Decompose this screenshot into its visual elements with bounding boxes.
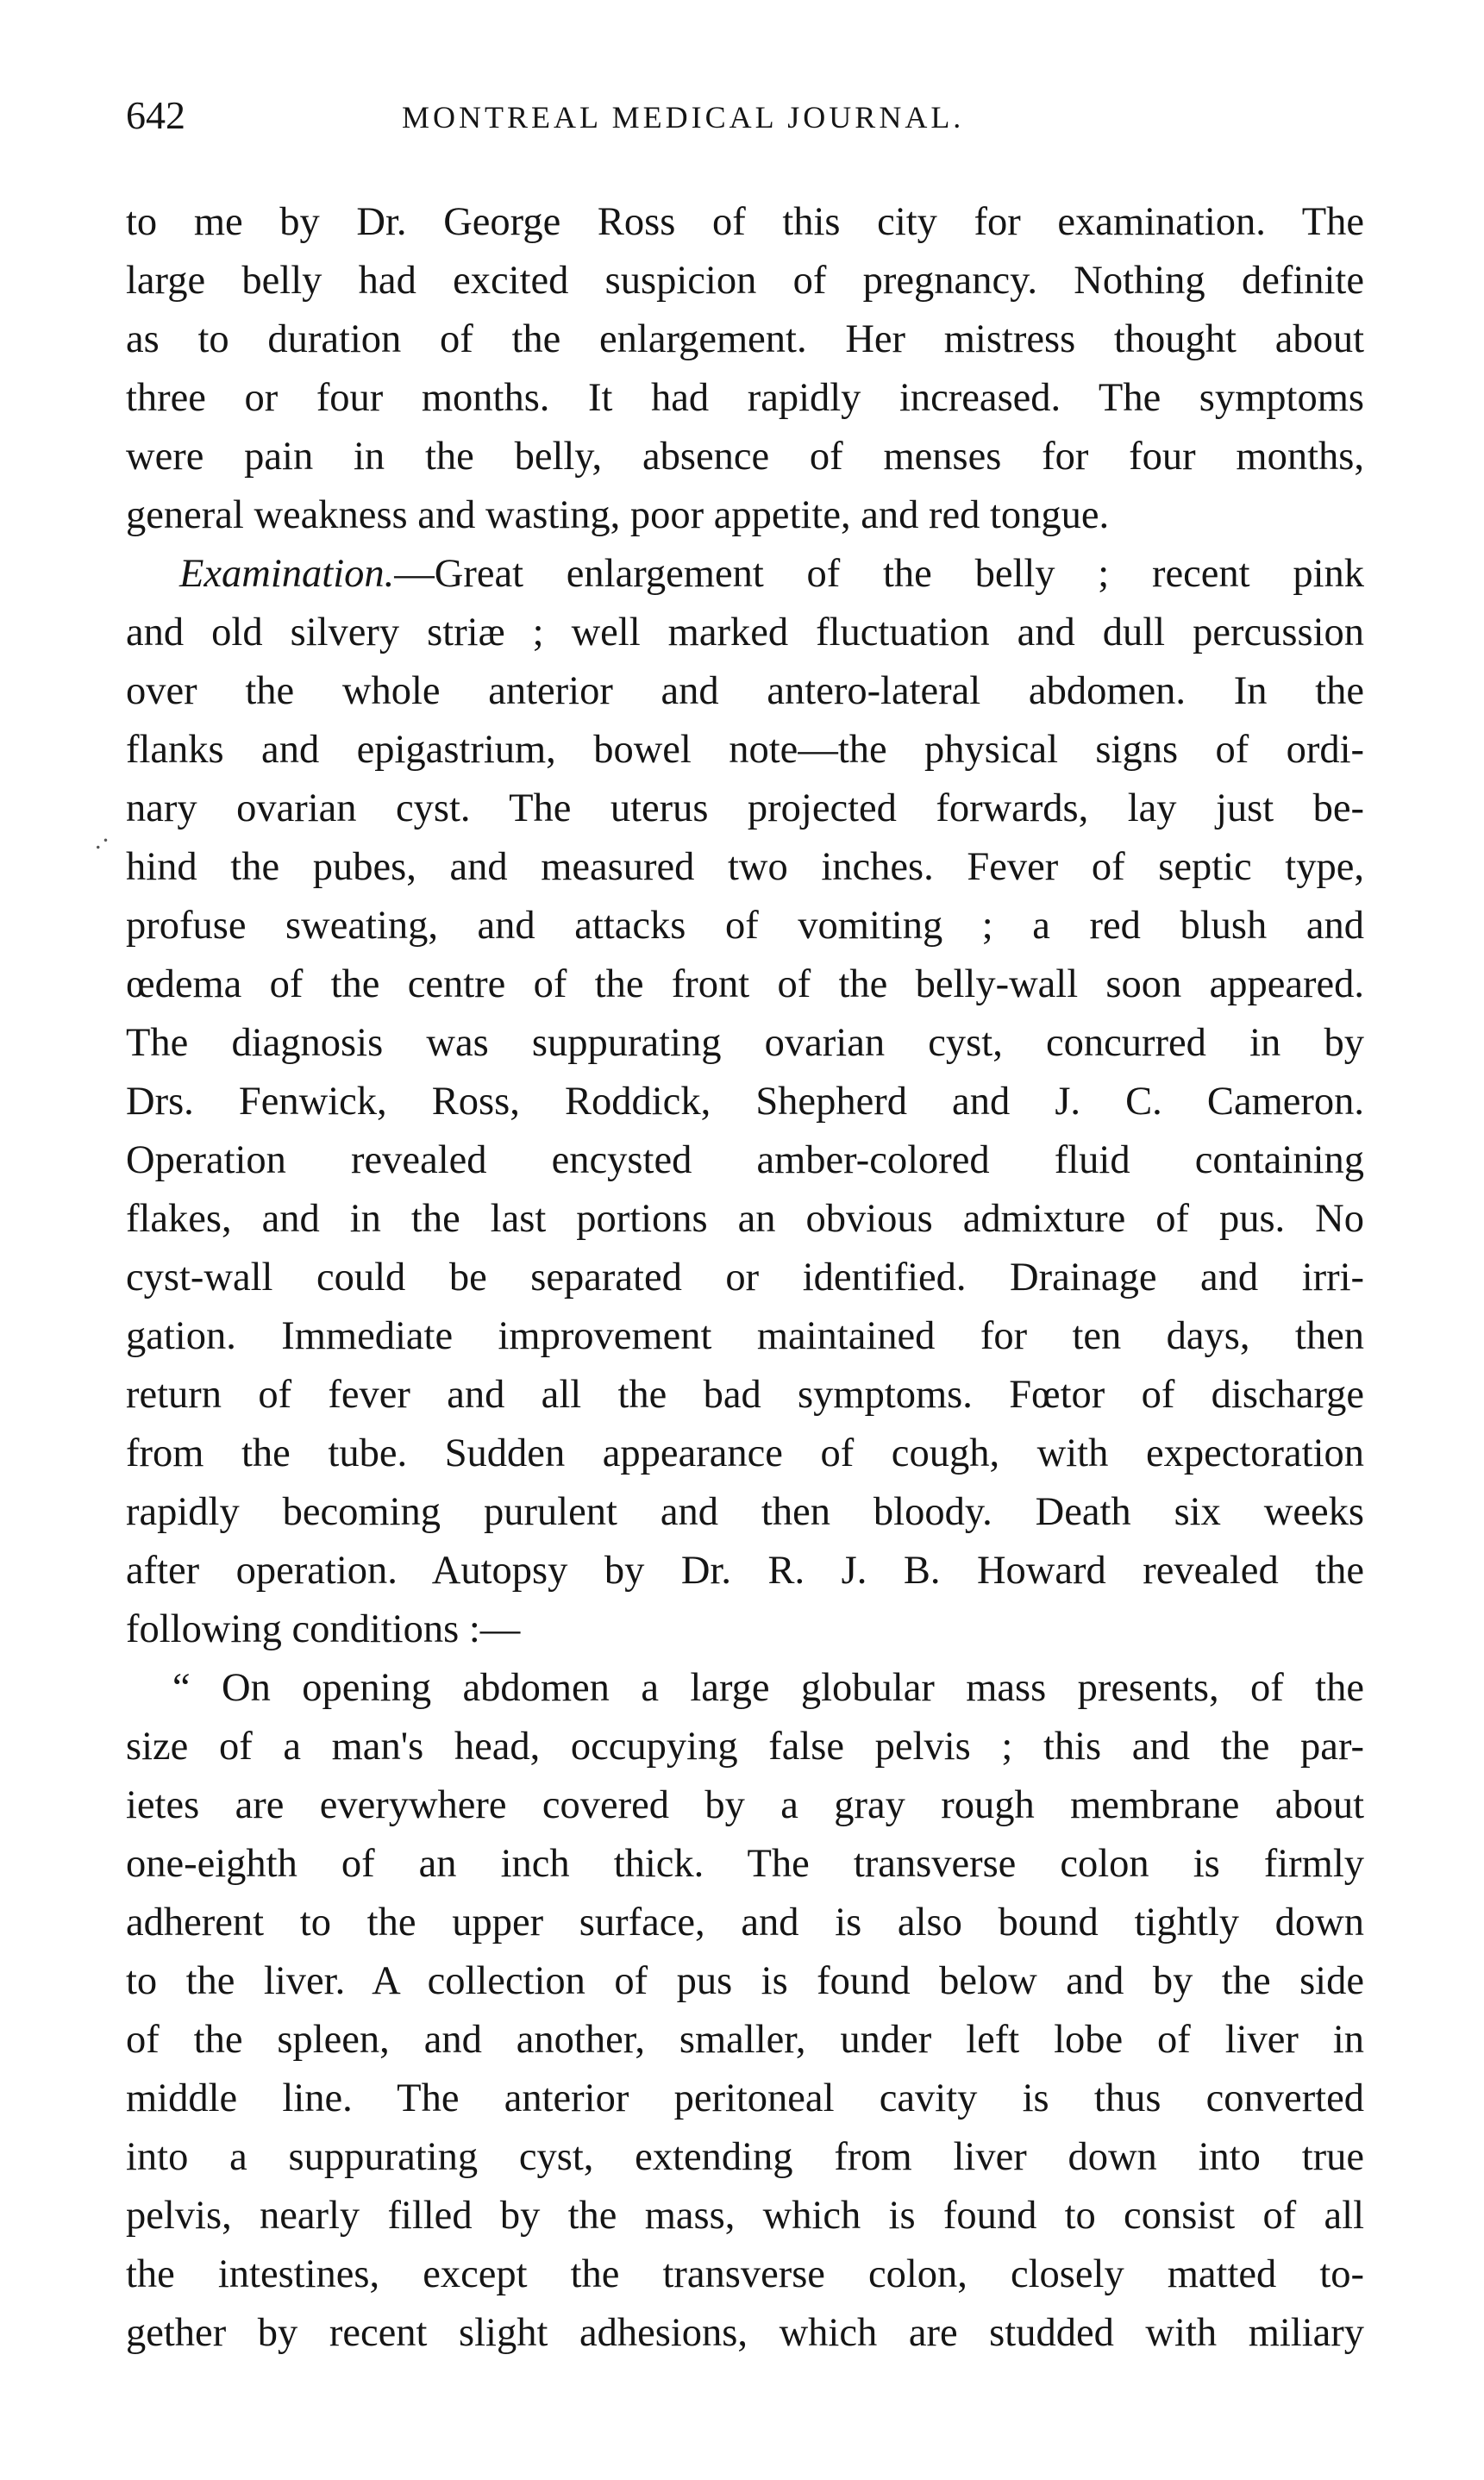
text-line: to me by Dr. George Ross of this city for examination. The — [126, 200, 1364, 244]
text-line: Drs. Fenwick, Ross, Roddick, Shepherd and J. C. Cameron. — [126, 1080, 1364, 1124]
running-title: MONTREAL MEDICAL JOURNAL. — [402, 100, 965, 135]
text-line: gation. Immediate improvement maintained for ten days, then — [126, 1314, 1364, 1358]
text-line: ietes are everywhere covered by a gray rough membrane about — [126, 1783, 1364, 1827]
quote-start-line: “ On opening abdomen a large globular mass presents, of the — [172, 1666, 1364, 1710]
text-line: large belly had excited suspicion of pregnancy. Nothing definite — [126, 259, 1364, 303]
text-line: Operation revealed encysted amber-colored fluid containing — [126, 1138, 1364, 1182]
text-line: middle line. The anterior peritoneal cavity is thus converted — [126, 2076, 1364, 2120]
text-line: profuse sweating, and attacks of vomiting ; a red blush and — [126, 904, 1364, 948]
text-line: gether by recent slight adhesions, which are studded with miliary — [126, 2311, 1364, 2355]
text-line: into a suppurating cyst, extending from liver down into true — [126, 2135, 1364, 2179]
text-line: following conditions :— — [126, 1607, 521, 1651]
text-line: general weakness and wasting, poor appetite, and red tongue. — [126, 493, 1110, 537]
page-header — [126, 90, 1368, 141]
text-line: œdema of the centre of the front of the belly-wall soon appeared. — [126, 962, 1364, 1006]
text-line: return of fever and all the bad symptoms. Fœtor of discharge — [126, 1373, 1364, 1417]
text-line: adherent to the upper surface, and is also bound tightly down — [126, 1901, 1364, 1945]
text-line: and old silvery striæ ; well marked fluctuation and dull percussion — [126, 611, 1364, 654]
text-line: hind the pubes, and measured two inches. Fever of septic type, — [126, 845, 1364, 889]
text-line: The diagnosis was suppurating ovarian cyst, concurred in by — [126, 1021, 1364, 1065]
text-line: of the spleen, and another, smaller, under left lobe of liver in — [126, 2018, 1364, 2062]
body-text — [126, 193, 1364, 2363]
examination-text: —Great enlargement of the belly ; recent pink — [394, 552, 1364, 596]
text-line: after operation. Autopsy by Dr. R. J. B. Howard revealed the — [126, 1549, 1364, 1593]
text-line: nary ovarian cyst. The uterus projected forwards, lay just be- — [126, 786, 1364, 830]
text-line: pelvis, nearly filled by the mass, which is found to consist of all — [126, 2194, 1364, 2238]
text-line: over the whole anterior and antero-lateral abdomen. In the — [126, 669, 1364, 713]
margin-dots: .· — [95, 826, 110, 855]
text-line: size of a man's head, occupying false pelvis ; this and the par- — [126, 1725, 1364, 1769]
text-line: one-eighth of an inch thick. The transverse colon is firmly — [126, 1842, 1364, 1886]
text-line: flanks and epigastrium, bowel note—the physical signs of ordi- — [126, 728, 1364, 772]
text-line: from the tube. Sudden appearance of cough, with expectoration — [126, 1431, 1364, 1475]
text-line: three or four months. It had rapidly increased. The symptoms — [126, 376, 1364, 420]
text-line: to the liver. A collection of pus is found below and by the side — [126, 1959, 1364, 2003]
text-line: flakes, and in the last portions an obvious admixture of pus. No — [126, 1197, 1364, 1241]
text-line: rapidly becoming purulent and then bloody. Death six weeks — [126, 1490, 1364, 1534]
text-line: cyst-wall could be separated or identified. Drainage and irri- — [126, 1256, 1364, 1299]
text-line: the intestines, except the transverse colon, closely matted to- — [126, 2252, 1364, 2296]
text-line: as to duration of the enlargement. Her mistress thought about — [126, 317, 1364, 361]
examination-line — [126, 545, 1364, 604]
page-number: 642 — [126, 93, 185, 137]
examination-heading: Examination. — [179, 552, 395, 596]
text-line: were pain in the belly, absence of menses for four months, — [126, 435, 1364, 479]
